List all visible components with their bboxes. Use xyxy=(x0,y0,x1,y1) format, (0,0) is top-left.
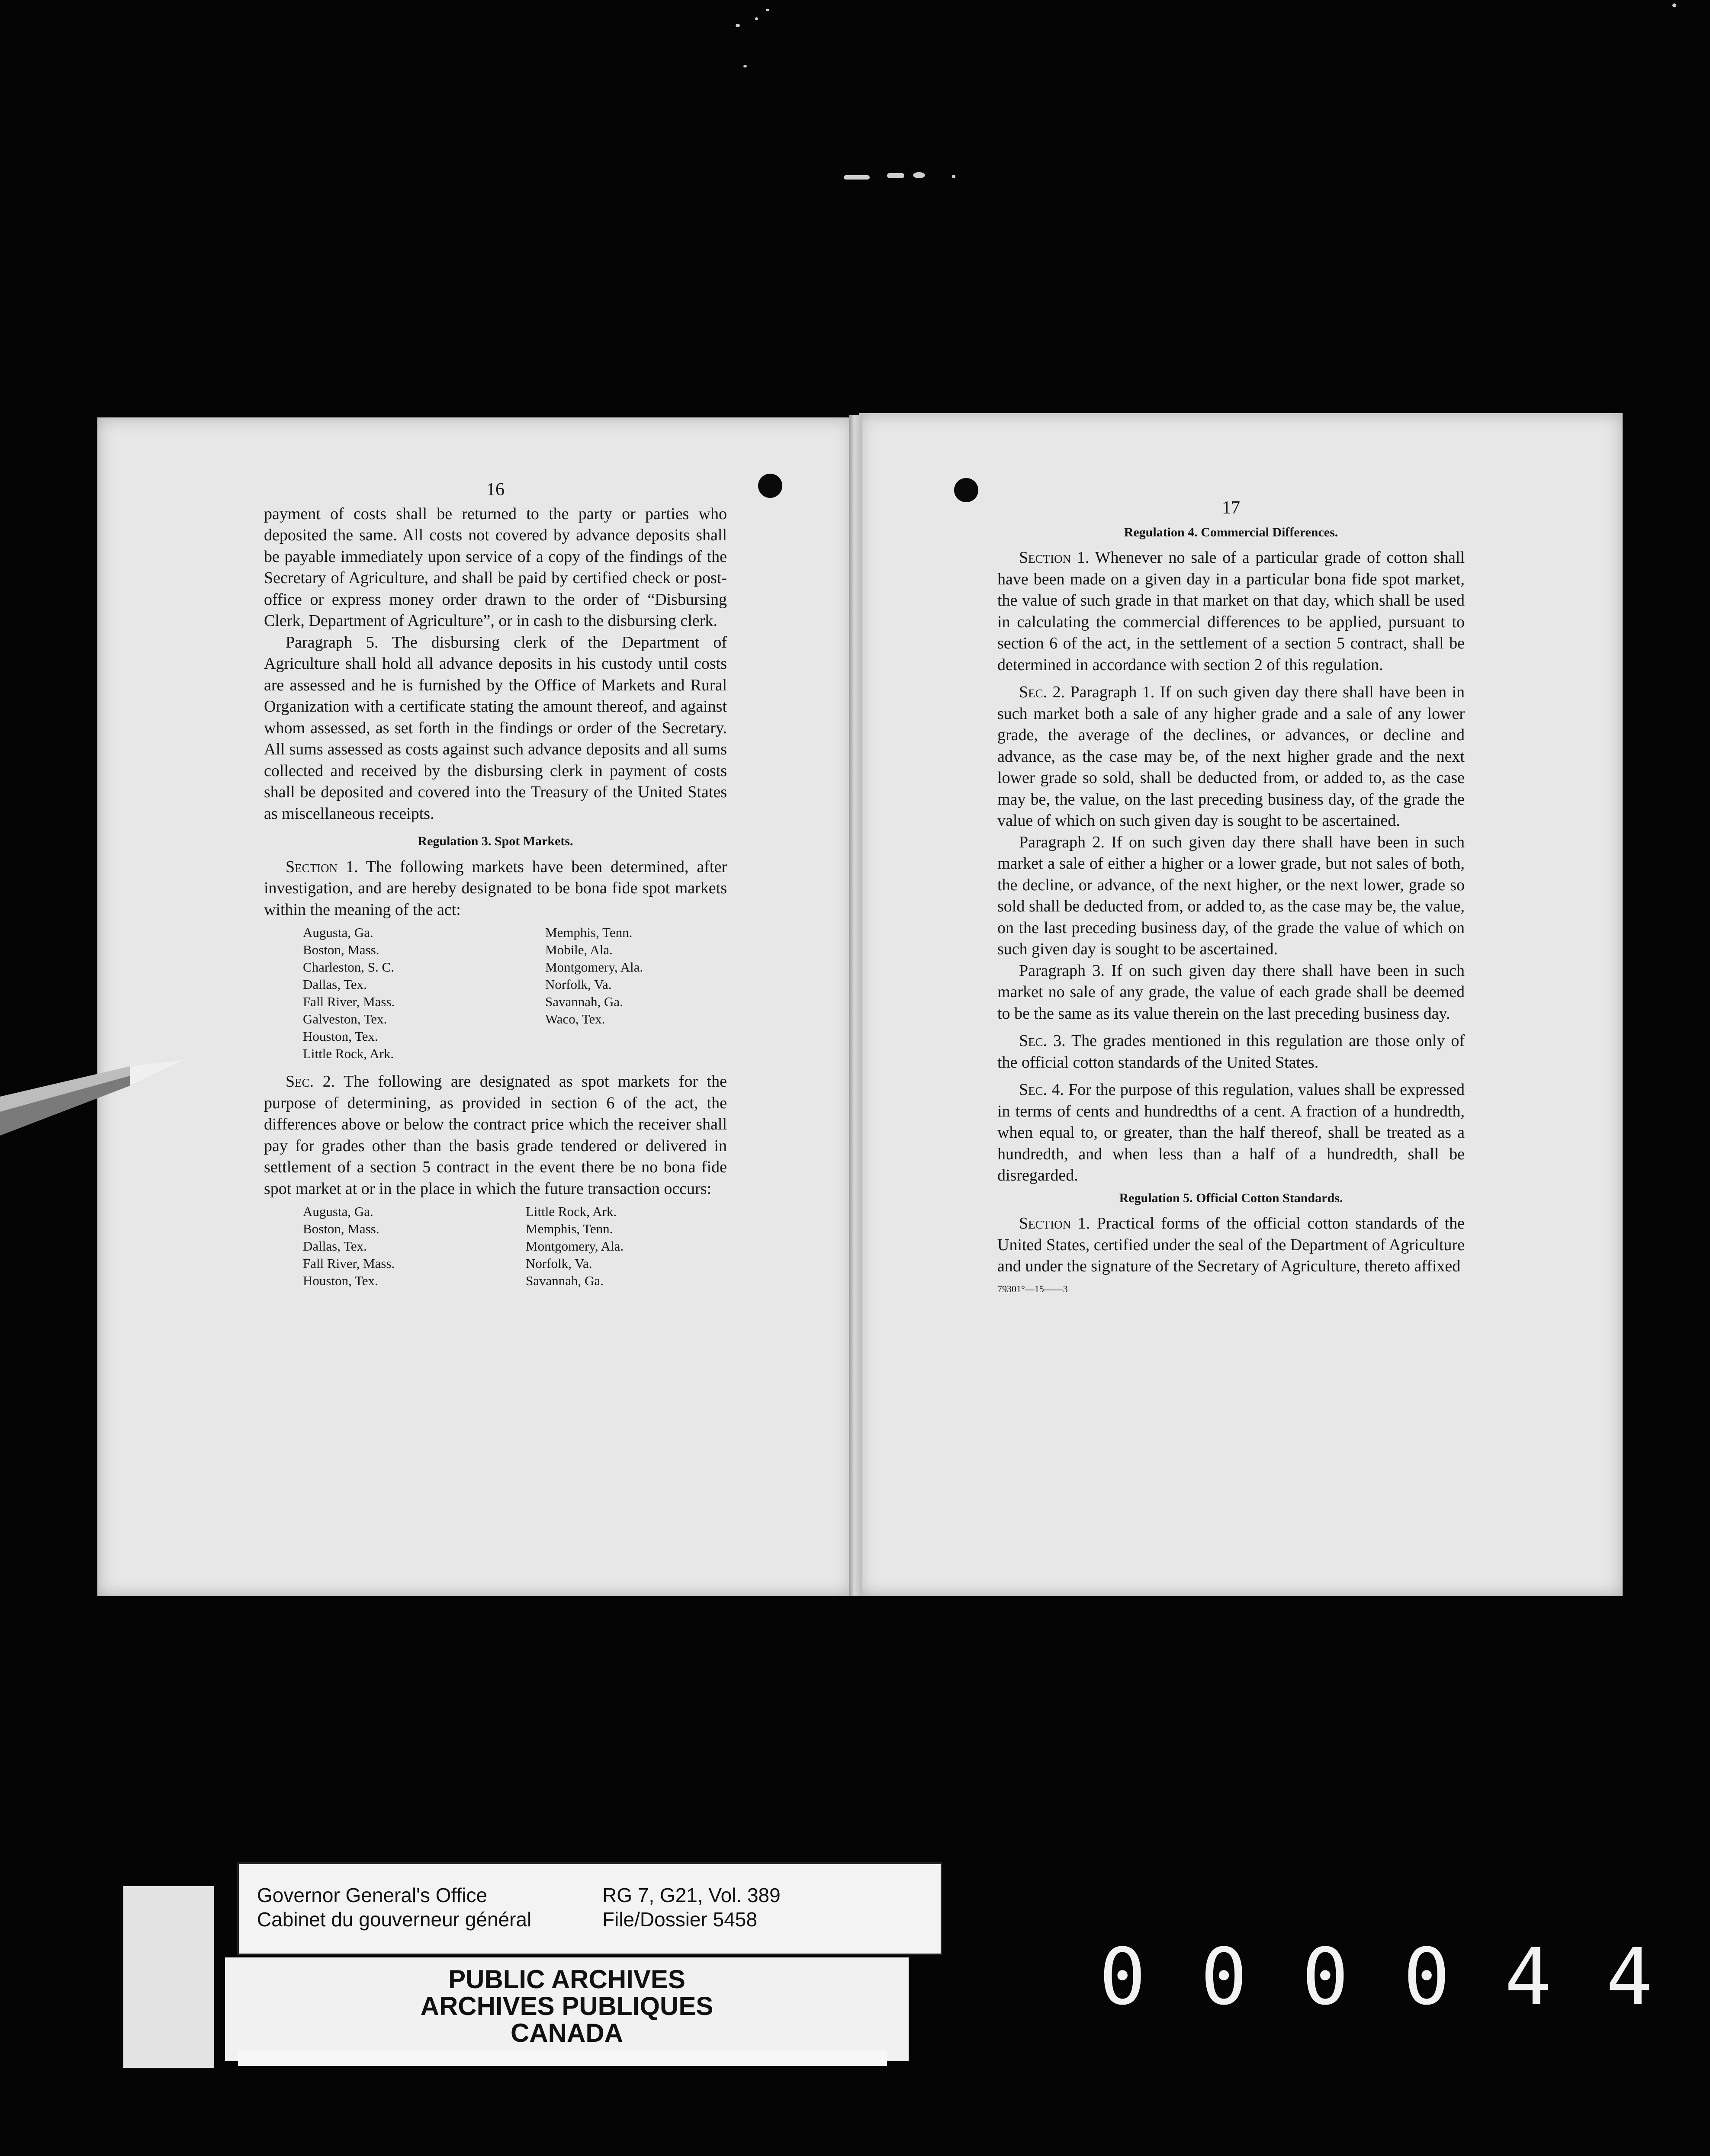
regulation-4-paragraph-3: Paragraph 3. If on such given day there shall have been in such market no sale of any grade, the value of each grade shall be deemed to be the same as its value therein on the last preceding business day. xyxy=(997,961,1465,1023)
regulation-4-section-3 xyxy=(997,1030,1465,1073)
office-english: Governor General's Office xyxy=(257,1884,488,1906)
printer-mark: 79301°—15——3 xyxy=(997,1283,1068,1294)
page-gutter xyxy=(849,415,862,1596)
regulation-4-section-4 xyxy=(997,1079,1465,1187)
designated-markets-list xyxy=(303,1203,727,1290)
section-text: 2. Paragraph 1. If on such given day there shall have been in such market both a sale of any higher grade and a sale of any lower grade, the average of the declines, or advances, or decline and advance, as the case may be, of the next higher grade and the next lower grade so sold, shall be deducted from, or added to, as the case may be, the value, on the last preceding business day, of the grade the value of which on such given day is sought to be ascertained. xyxy=(997,683,1465,830)
page-number-17: 17 xyxy=(1222,498,1240,518)
list-item: Augusta, Ga. xyxy=(303,925,373,940)
list-item: Houston, Tex. xyxy=(303,1029,378,1044)
spot-markets-column-1 xyxy=(303,924,545,1062)
frame-number xyxy=(1099,1931,1653,2022)
list-item: Little Rock, Ark. xyxy=(526,1204,617,1219)
regulation-4-paragraph-2: Paragraph 2. If on such given day there shall have been in such market a sale of either a higher or a lower grade, but not sales of both, the decline, or advance, of the next higher, or the next lower, grade so sold shall be deducted from, or added to, as the case may be, the value, on the last preceding business day, of the grade the value of which on such given day is sought to be ascertained. xyxy=(997,833,1465,958)
section-text: 1. Whenever no sale of a particular grade of cotton shall have been made on a given day in a particular bona fide spot market, the value of such grade in that market on that day, which shall be used in calculating the commercial differences to be applied, pursuant to section 6 of the act, in the settlement of a section 5 contract, shall be determined in accordance with section 2 of this regulation. xyxy=(997,549,1465,674)
office-names xyxy=(257,1883,531,1931)
regulation-4-section-2 xyxy=(997,682,1465,832)
section-label: Sec. xyxy=(1019,683,1048,701)
list-item: Dallas, Tex. xyxy=(303,977,367,992)
section-text: 4. For the purpose of this regulation, values shall be expressed in terms of cents and hundredths of a cent. A fraction of a hundredth, when equal to, or greater, than the half thereof, shall be treated as a hundredth, and when less than a half of a hundredth, shall be disregarded. xyxy=(997,1081,1465,1184)
archives-line-3: CANADA xyxy=(511,2018,623,2047)
list-item: Norfolk, Va. xyxy=(526,1256,592,1271)
list-item: Norfolk, Va. xyxy=(545,977,612,992)
punch-hole-left xyxy=(758,474,782,498)
section-text: 1. Practical forms of the official cotton standards of the United States, certified under the seal of the Department of Agriculture and under the signature of the Secretary of Agriculture, thereto affixed xyxy=(997,1214,1465,1275)
list-item: Boston, Mass. xyxy=(303,1221,379,1236)
section-label: Sec. xyxy=(286,1072,314,1091)
film-speck xyxy=(844,175,870,180)
record-group: RG 7, G21, Vol. 389 xyxy=(602,1884,781,1906)
left-page-text xyxy=(264,479,727,1298)
label-strip xyxy=(238,2050,887,2066)
film-speck xyxy=(913,172,925,178)
office-french: Cabinet du gouverneur général xyxy=(257,1908,532,1931)
film-speck xyxy=(1672,3,1676,7)
list-item: Boston, Mass. xyxy=(303,942,379,957)
section-label: Sec. xyxy=(1019,1081,1048,1099)
list-item: Savannah, Ga. xyxy=(526,1273,604,1288)
right-page-text xyxy=(997,497,1465,1299)
section-text: 1. The following markets have been determined, after investigation, and are hereby designated to be bona fide spot markets within the meaning of the act: xyxy=(264,857,727,919)
frame-digit: 0 xyxy=(1302,1931,1349,2022)
film-speck xyxy=(755,17,758,20)
regulation-5-heading: Regulation 5. Official Cotton Standards. xyxy=(1119,1190,1343,1205)
film-speck xyxy=(743,65,747,67)
page-number-16: 16 xyxy=(486,480,505,500)
file-number: File/Dossier 5458 xyxy=(602,1908,757,1931)
designated-markets-column-1 xyxy=(303,1203,526,1290)
list-item: Fall River, Mass. xyxy=(303,994,395,1009)
list-item: Montgomery, Ala. xyxy=(545,959,643,975)
film-speck xyxy=(952,175,955,178)
list-item: Fall River, Mass. xyxy=(303,1256,395,1271)
list-item: Mobile, Ala. xyxy=(545,942,613,957)
list-item: Memphis, Tenn. xyxy=(526,1221,613,1236)
left-paragraph-1: payment of costs shall be returned to the party or parties who deposited the same. All costs not covered by advance deposits shall be payable immediately upon service of a copy of the findings of the Secretary of Agriculture, and shall be paid by certified check or post-office or express money order drawn to the order of “Disbursing Clerk, Department of Agriculture”, or in cash to the disbursing clerk. xyxy=(264,504,727,630)
file-reference xyxy=(602,1883,781,1931)
list-item: Memphis, Tenn. xyxy=(545,925,633,940)
label-backing xyxy=(123,1886,214,2068)
section-label: Sec. xyxy=(1019,1032,1048,1050)
regulation-3-heading: Regulation 3. Spot Markets. xyxy=(418,834,573,848)
section-text: 2. The following are designated as spot markets for the purpose of determining, as provided in section 6 of the act, the differences above or below the contract price which the receiver shall pay for grades other than the basis grade tendered or delivered in settlement of a section 5 contract in the event there be no bona fide spot market at or in the place in which the future transaction occurs: xyxy=(264,1072,727,1198)
film-speck xyxy=(736,24,740,27)
list-item: Houston, Tex. xyxy=(303,1273,378,1288)
section-label: Section xyxy=(286,857,338,876)
list-item: Waco, Tex. xyxy=(545,1011,605,1027)
list-item: Charleston, S. C. xyxy=(303,959,394,975)
list-item: Savannah, Ga. xyxy=(545,994,623,1009)
frame-digit: 0 xyxy=(1403,1931,1450,2022)
public-archives-label xyxy=(225,1957,909,2061)
punch-hole-right xyxy=(954,478,978,502)
archives-line-1: PUBLIC ARCHIVES xyxy=(448,1965,685,1994)
spot-markets-column-2 xyxy=(545,924,788,1062)
regulation-4-section-1 xyxy=(997,547,1465,676)
film-speck xyxy=(766,9,769,11)
section-label: Section xyxy=(1019,1214,1071,1232)
film-speck xyxy=(887,173,904,178)
pencil-icon xyxy=(0,1036,186,1140)
frame-digit: 0 xyxy=(1200,1931,1247,2022)
list-item: Galveston, Tex. xyxy=(303,1011,387,1027)
regulation-5-section-1 xyxy=(997,1213,1465,1277)
archives-line-2: ARCHIVES PUBLIQUES xyxy=(420,1992,714,2021)
regulation-3-section-1 xyxy=(264,857,727,921)
section-label: Section xyxy=(1019,549,1071,567)
regulation-3-section-2 xyxy=(264,1071,727,1200)
left-paragraph-5: Paragraph 5. The disbursing clerk of the Department of Agriculture shall hold all advance deposits in his custody until costs are assessed and he is furnished by the Office of Markets and Rural Organization with a certificate stating the amount thereof, and against whom assessed, as set forth in the findings or order of the Secretary. All sums assessed as costs against such advance deposits and all sums collected and received by the disbursing clerk in payment of costs shall be deposited and covered into the Treasury of the United States as miscellaneous receipts. xyxy=(264,633,727,823)
frame-digit: 0 xyxy=(1099,1931,1146,2022)
list-item: Little Rock, Ark. xyxy=(303,1046,394,1061)
list-item: Augusta, Ga. xyxy=(303,1204,373,1219)
list-item: Montgomery, Ala. xyxy=(526,1238,624,1254)
list-item: Dallas, Tex. xyxy=(303,1238,367,1254)
frame-digit: 4 xyxy=(1504,1931,1552,2022)
archive-reference-label xyxy=(237,1862,942,1955)
regulation-4-heading: Regulation 4. Commercial Differences. xyxy=(1124,525,1338,539)
frame-digit: 4 xyxy=(1606,1931,1653,2022)
spot-markets-list xyxy=(303,924,727,1062)
section-text: 3. The grades mentioned in this regulation are those only of the official cotton standards of the United States. xyxy=(997,1032,1465,1072)
designated-markets-column-2 xyxy=(526,1203,768,1290)
